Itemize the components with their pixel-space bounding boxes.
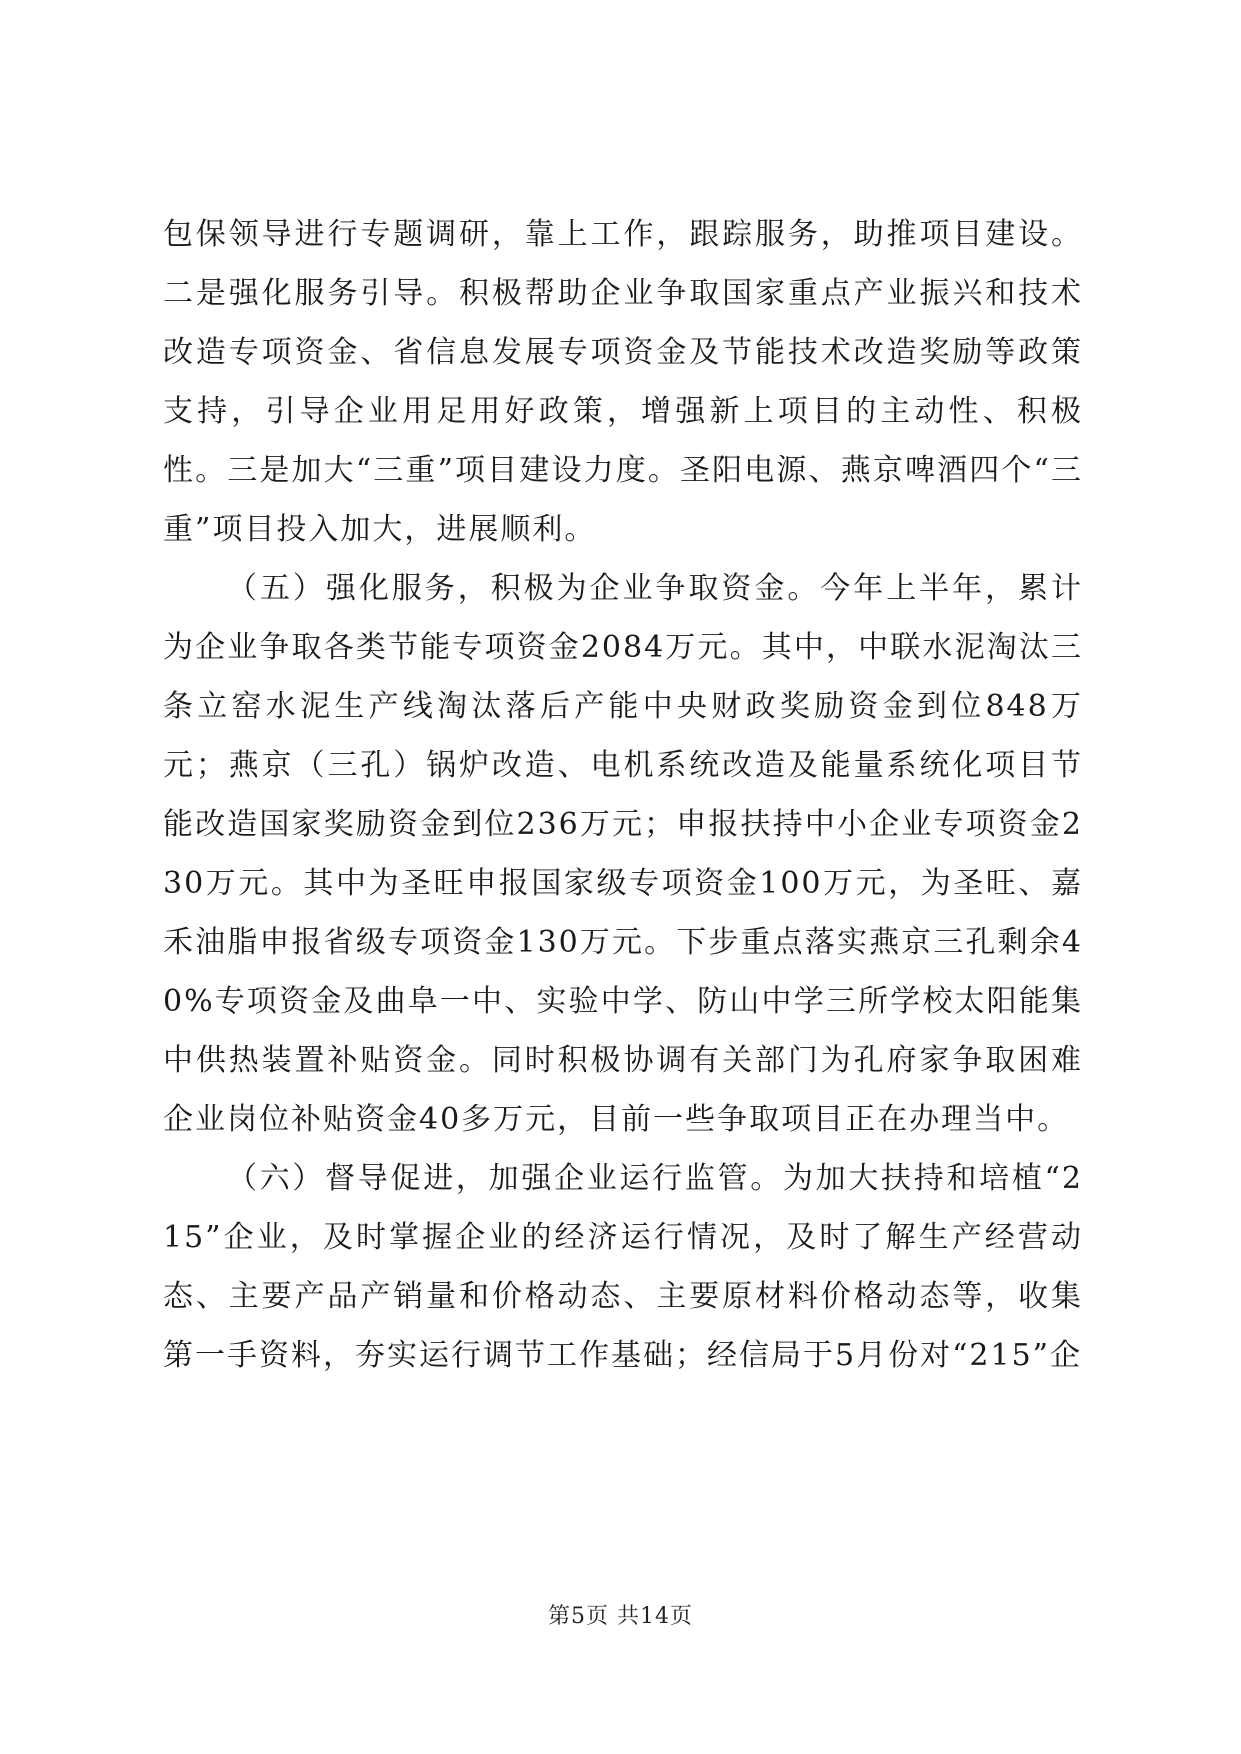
page-footer: 第5页 共14页 — [548, 1604, 693, 1629]
paragraph-section-five: （五）强化服务，积极为企业争取资金。今年上半年，累计为企业争取各类节能专项资金2084万元。其中，中联水泥淘汰三条立窑水泥生产线淘汰落后产能中央财政奖励资金到位848万元；燕京（三孔）锅炉改造、电机系统改造及能量系统化项目节能改造国家奖励资金到位236万元；申报扶持中小企业专项资金230万元。其中为圣旺申报国家级专项资金100万元，为圣旺、嘉禾油脂申报省级专项资金130万元。下步重点落实燕京三孔剩余40%专项资金及曲阜一中、实验中学、防山中学三所学校太阳能集中供热装置补贴资金。同时积极协调有关部门为孔府家争取困难企业岗位补贴资金40多万元，目前一些争取项目正在办理当中。 — [163, 571, 1083, 1137]
paragraph-continued: 包保领导进行专题调研，靠上工作，跟踪服务，助推项目建设。二是强化服务引导。积极帮助企业争取国家重点产业振兴和技术改造专项资金、省信息发展专项资金及节能技术改造奖励等政策支持，引导企业用足用好政策，增强新上项目的主动性、积极性。三是加大“三重”项目建设力度。圣阳电源、燕京啤酒四个“三重”项目投入加大，进展顺利。 — [163, 217, 1083, 547]
document-body — [163, 205, 1083, 1385]
paragraph-section-six: （六）督导促进，加强企业运行监管。为加大扶持和培植“215”企业，及时掌握企业的经济运行情况，及时了解生产经营动态、主要产品产销量和价格动态、主要原材料价格动态等，收集第一手资料，夯实运行调节工作基础；经信局于5月份对“215”企 — [163, 1161, 1083, 1373]
